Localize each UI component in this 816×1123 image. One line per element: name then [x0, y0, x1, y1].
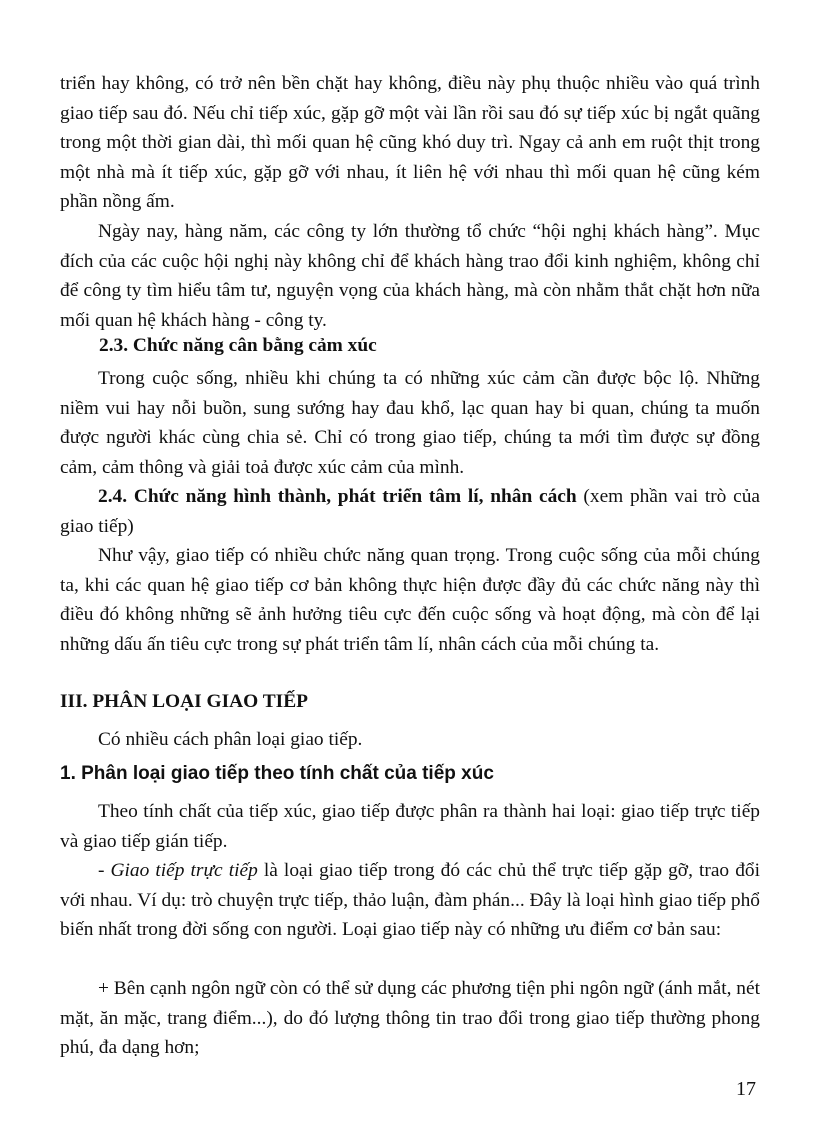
paragraph-nonverbal-advantage: + Bên cạnh ngôn ngữ còn có thể sử dụng các phương tiện phi ngôn ngữ (ánh mắt, nét mặt, ăn mặc, trang điểm...), do đó lượng thông tin trao đổi trong giao tiếp thường phong phú, đa dạng hơn;	[60, 978, 760, 1059]
heading-2-4-note: (xem phần vai trò của giao tiếp)	[60, 486, 760, 537]
dash: -	[98, 860, 111, 881]
section-heading-iii: III. PHÂN LOẠI GIAO TIẾP	[60, 691, 308, 712]
heading-2-3: 2.3. Chức năng cân bằng cảm xúc	[99, 335, 377, 356]
paragraph-summary-functions: Như vậy, giao tiếp có nhiều chức năng quan trọng. Trong cuộc sống của mỗi chúng ta, khi các quan hệ giao tiếp cơ bản không thực hiện được đầy đủ các chức năng này thì điều đó không những sẽ ảnh hưởng tiêu cực đến cuộc sống và hoạt động, mà còn để lại những dấu ấn tiêu cực trong sự phát triển tâm lí, nhân cách của mỗi chúng ta.	[60, 545, 760, 655]
paragraph-customer-conference: Ngày nay, hàng năm, các công ty lớn thường tổ chức “hội nghị khách hàng”. Mục đích của các cuộc hội nghị này không chỉ để khách hàng trao đổi kinh nghiệm, không chỉ để công ty tìm hiểu tâm tư, nguyện vọng của khách hàng, mà còn nhằm thắt chặt hơn nữa mối quan hệ khách hàng - công ty.	[60, 221, 760, 331]
heading-2-4-title: 2.4. Chức năng hình thành, phát triển tâm lí, nhân cách	[98, 486, 577, 507]
paragraph-relationship-continuity: triển hay không, có trở nên bền chặt hay không, điều này phụ thuộc nhiều vào quá trình giao tiếp sau đó. Nếu chỉ tiếp xúc, gặp gỡ một vài lần rồi sau đó sự tiếp xúc bị ngắt quãng trong một thời gian dài, thì mối quan hệ cũng khó duy trì. Ngay cả anh em ruột thịt trong một nhà mà ít tiếp xúc, gặp gỡ với nhau, ít liên hệ với nhau thì mối quan hệ cũng kém phần nồng ấm.	[60, 73, 760, 213]
paragraph-two-types: Theo tính chất của tiếp xúc, giao tiếp được phân ra thành hai loại: giao tiếp trực tiếp và giao tiếp gián tiếp.	[60, 801, 760, 852]
direct-communication-text: là loại giao tiếp trong đó các chủ thể trực tiếp gặp gỡ, trao đổi với nhau. Ví dụ: trò chuyện trực tiếp, thảo luận, đàm phán... Đây là loại hình giao tiếp phổ biến nhất trong đời sống con người. Loại giao tiếp này có những ưu điểm cơ bản sau:	[60, 860, 761, 941]
page-number: 17	[736, 1078, 756, 1100]
paragraph-emotional-balance: Trong cuộc sống, nhiều khi chúng ta có những xúc cảm cần được bộc lộ. Những niềm vui hay nỗi buồn, sung sướng hay đau khổ, lạc quan hay bi quan, chúng ta muốn được người khác cùng chia sẻ. Chỉ có trong giao tiếp, chúng ta mới tìm được sự đồng cảm, cảm thông và giải toả được xúc cảm của mình.	[60, 368, 760, 478]
heading-2-4	[60, 482, 760, 541]
heading-1-contact-nature: 1. Phân loại giao tiếp theo tính chất của tiếp xúc	[60, 763, 494, 784]
paragraph-direct-communication	[60, 856, 760, 945]
paragraph-classification-intro: Có nhiều cách phân loại giao tiếp.	[98, 729, 363, 750]
term-direct-communication: Giao tiếp trực tiếp	[110, 860, 258, 881]
